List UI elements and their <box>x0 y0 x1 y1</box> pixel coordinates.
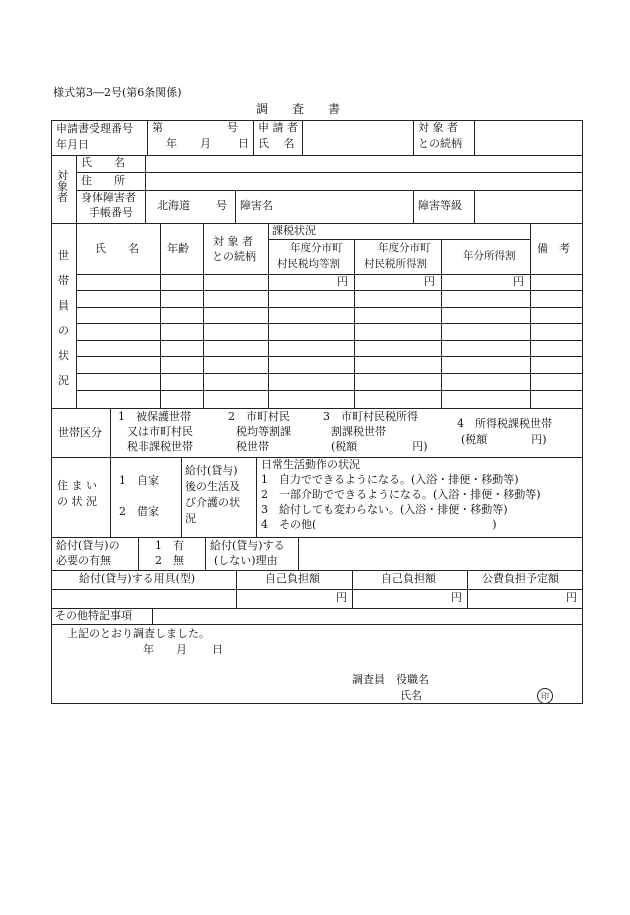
category-4-line2: (税額 円) <box>461 433 547 446</box>
category-1-line3: 税非課税世帯 <box>127 440 193 453</box>
care-status-label-3: び介護の状 <box>185 496 240 509</box>
yen-unit: 円 <box>451 591 462 604</box>
category-label: 世帯区分 <box>58 426 102 439</box>
disability-label: 障害名 <box>240 199 273 212</box>
application-date-label: 年月日 <box>56 138 89 151</box>
rule <box>236 570 237 609</box>
tax-col2-2: 村民税所得割 <box>364 258 427 270</box>
application-number-label: 申請書受理番号 <box>56 122 133 135</box>
page-title: 調 査 書 <box>256 102 341 116</box>
yen-unit: 円 <box>336 591 347 604</box>
date-day: 日 <box>238 137 249 150</box>
applicant-name-field[interactable] <box>303 122 413 154</box>
certificate-label: 身体障害者 <box>81 191 136 204</box>
daily-option-1: 1 自力でできるようになる。(入浴・排便・移動等) <box>261 473 519 486</box>
category-2-line2: 税均等割課 <box>236 425 291 438</box>
rule <box>354 239 355 409</box>
equipment-col-self-pay: 自己負担額 <box>265 572 320 585</box>
rule <box>147 120 148 156</box>
rule <box>76 190 582 191</box>
rule <box>160 223 161 409</box>
yen-unit: 円 <box>337 275 348 288</box>
sign-year: 年 <box>143 643 154 656</box>
category-3-line3: (税額 円) <box>331 440 428 453</box>
reason-label-2: (しない)理由 <box>214 554 278 567</box>
equipment-col-public: 公費負担予定額 <box>482 572 559 585</box>
rule <box>51 570 582 571</box>
investigator-name-label: 氏名 <box>400 689 422 702</box>
col-relation: 対 象 者 <box>213 235 253 248</box>
category-3-line2: 割課税世帯 <box>331 425 386 438</box>
certificate-number-label: 手帳番号 <box>89 206 133 219</box>
tax-col1: 年度分市町 <box>290 242 343 254</box>
certificate-number-suffix: 号 <box>216 199 227 212</box>
date-year: 年 <box>166 137 177 150</box>
yen-unit: 円 <box>566 591 577 604</box>
tax-col1-2: 村民税均等割 <box>277 258 340 270</box>
subject-address-field[interactable] <box>146 173 580 189</box>
notes-label: その他特記事項 <box>55 609 132 622</box>
necessity-label-2: 必要の有無 <box>56 554 111 567</box>
rule <box>352 570 353 609</box>
statement: 上記のとおり調査しました。 <box>67 627 210 640</box>
rule <box>181 457 182 538</box>
rule <box>51 624 582 625</box>
sign-day: 日 <box>212 643 223 656</box>
notes-field[interactable] <box>153 609 580 624</box>
side-char: 帯 <box>58 274 69 287</box>
rule <box>76 155 77 224</box>
applicant-label: 申 請 者 <box>258 121 298 134</box>
necessity-yes: 1 有 <box>155 539 184 552</box>
category-2-line3: 税世帯 <box>236 440 269 453</box>
equipment-col-item: 給付(貸与)する用具(型) <box>79 572 196 585</box>
rule <box>76 307 582 308</box>
necessity-label: 給付(貸与)の <box>56 539 120 552</box>
tax-col2: 年度分市町 <box>378 242 431 254</box>
category-2: 2 市町村民 <box>228 410 290 423</box>
rule <box>76 356 582 357</box>
necessity-no: 2 無 <box>155 554 184 567</box>
care-status-label-4: 況 <box>185 512 196 525</box>
subject-name-label: 氏 名 <box>81 156 125 169</box>
rule <box>203 223 204 409</box>
rule <box>441 239 442 409</box>
housing-own: 1 自家 <box>119 474 159 487</box>
rule <box>467 570 468 609</box>
rule <box>51 223 582 224</box>
category-4: 4 所得税課税世帯 <box>457 417 552 430</box>
disability-grade-label: 障害等級 <box>418 199 462 212</box>
subject-name-field[interactable] <box>146 156 580 172</box>
household-side-label <box>58 250 69 386</box>
side-char: 象 <box>57 180 68 193</box>
care-status-label-2: 後の生活及 <box>185 480 240 493</box>
side-char: 員 <box>58 299 69 312</box>
care-status-label: 給付(貸与) <box>185 464 238 477</box>
subject-side-label <box>57 170 68 203</box>
col-remarks: 備 考 <box>537 242 570 255</box>
number-suffix: 号 <box>227 121 238 134</box>
rule <box>76 290 582 291</box>
rule <box>253 120 254 156</box>
category-1-line2: 又は市町村民 <box>127 425 193 438</box>
investigator-label: 調査員 役職名 <box>352 673 429 686</box>
rule <box>110 457 111 538</box>
side-char: 者 <box>57 191 68 204</box>
relation-label: 対 象 者 <box>418 121 458 134</box>
rule <box>268 223 269 409</box>
subject-address-label: 住 所 <box>81 174 125 187</box>
rule <box>76 223 77 409</box>
relation-field[interactable] <box>475 122 580 154</box>
applicant-name-label: 氏 名 <box>258 137 295 150</box>
relation-label-2: との続柄 <box>418 137 462 150</box>
rule <box>110 408 111 458</box>
certificate-prefecture: 北海道 <box>157 199 190 212</box>
side-char: 況 <box>58 374 69 387</box>
sign-month: 月 <box>176 643 187 656</box>
rule <box>205 537 206 571</box>
col-name: 氏 名 <box>95 242 139 255</box>
rule <box>51 589 582 590</box>
category-1: 1 被保護世帯 <box>118 410 191 423</box>
reason-label: 給付(貸与)する <box>210 539 285 552</box>
rule <box>76 274 582 275</box>
rule <box>235 190 236 224</box>
seal-mark: 印 <box>537 688 553 704</box>
rule <box>76 340 582 341</box>
rule <box>76 373 582 374</box>
equipment-col-self-pay-2: 自己負担額 <box>381 572 436 585</box>
side-char: の <box>58 324 69 337</box>
rule <box>51 408 582 409</box>
daily-option-4: 4 その他( ) <box>261 518 497 531</box>
reason-field[interactable] <box>299 538 580 570</box>
housing-rent: 2 借家 <box>119 505 159 518</box>
date-month: 月 <box>200 137 211 150</box>
col-relation-2: との続柄 <box>212 250 256 263</box>
tax-status-label: 課税状況 <box>272 224 316 237</box>
number-prefix: 第 <box>152 121 163 134</box>
side-char: 状 <box>58 349 69 362</box>
rule <box>76 390 582 391</box>
rule <box>530 223 531 409</box>
rule <box>268 239 530 240</box>
housing-label: 住 ま い <box>57 479 97 492</box>
housing-label-2: の 状 況 <box>57 495 97 508</box>
rule <box>138 537 139 571</box>
yen-unit: 円 <box>513 275 524 288</box>
form-number: 様式第3―2号(第6条関係) <box>53 86 182 99</box>
category-3: 3 市町村民税所得 <box>323 410 418 423</box>
yen-unit: 円 <box>424 275 435 288</box>
col-age: 年齢 <box>167 242 189 255</box>
daily-living-title: 日常生活動作の状況 <box>261 458 360 471</box>
tax-col3: 年分所得割 <box>463 250 516 262</box>
rule <box>413 120 414 156</box>
side-char: 対 <box>57 169 68 182</box>
rule <box>474 190 475 224</box>
rule <box>413 190 414 224</box>
daily-option-2: 2 一部介助でできるようになる。(入浴・排便・移動等) <box>261 488 541 501</box>
rule <box>76 323 582 324</box>
daily-option-3: 3 給付しても変わらない。(入浴・排便・移動等) <box>261 503 508 516</box>
side-char: 世 <box>58 249 69 262</box>
rule <box>256 457 257 538</box>
